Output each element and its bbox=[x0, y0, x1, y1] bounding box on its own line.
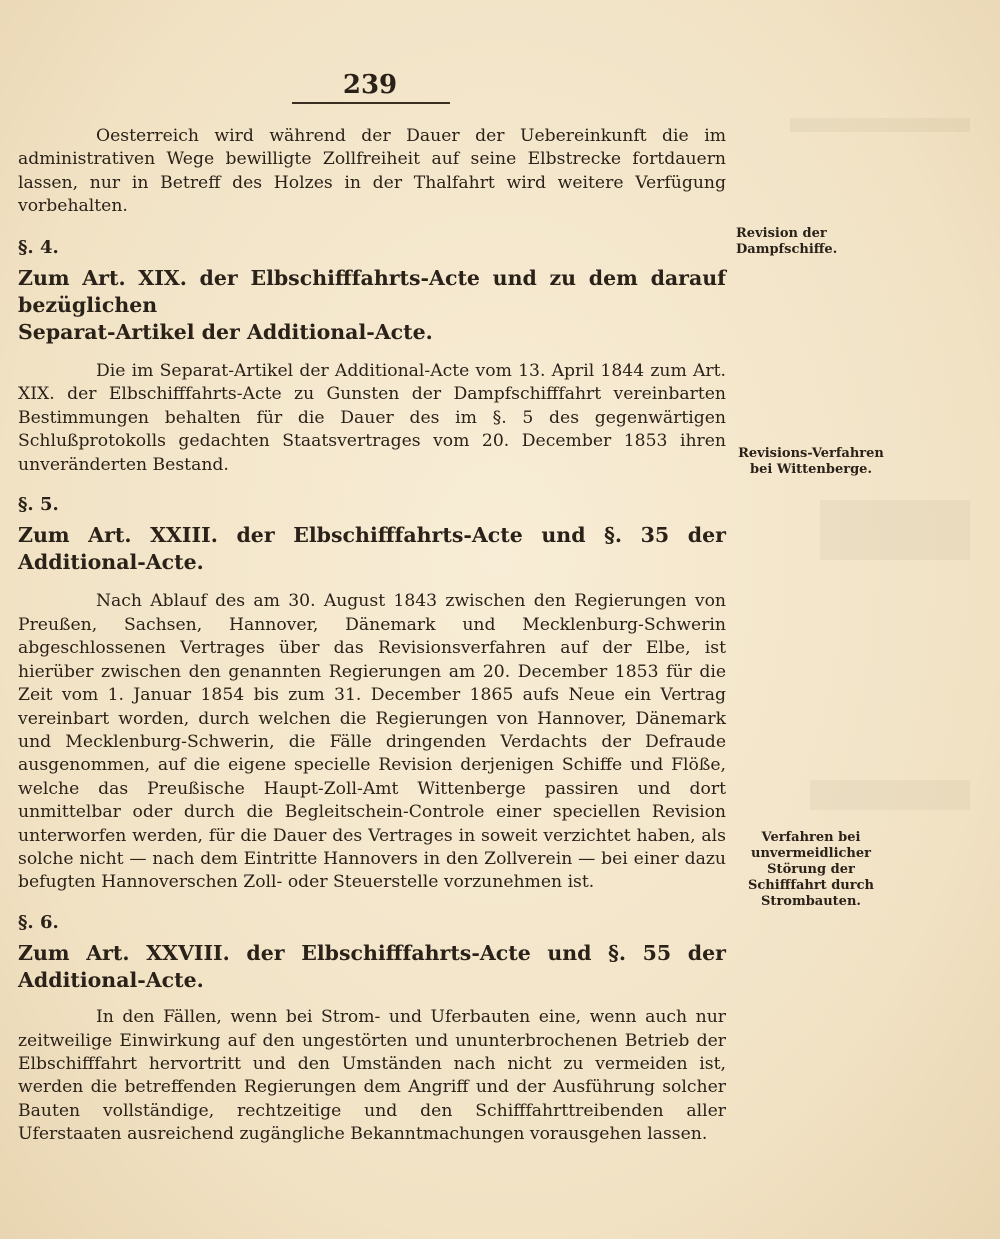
bleed-through-texture bbox=[790, 118, 970, 132]
margin-note-section-6: Verfahren bei unvermeidlicher Störung der Schifffahrt durch Strombauten. bbox=[748, 830, 874, 909]
section-6-text: In den Fällen, wenn bei Strom- und Uferbauten eine, wenn auch nur zeitweilige Einwirkung auf den ungestörten und ununterbrochenen Betrieb der Elbschifffahrt hervortritt und den Umständen nach nicht zu vermeiden ist, werden die betreffenden Regierungen dem Angriff und der Ausführung solcher Bauten vollständige, rechtzeitige und den Schifffahrttreibenden aller Uferstaaten ausreichend zugängliche Bekanntmachungen vorausgehen lassen. bbox=[18, 1007, 726, 1145]
section-4-heading-line2: Separat-Artikel der Additional-Acte. bbox=[18, 320, 433, 345]
margin-note-section-5: Revisions-Verfahren bei Wittenberge. bbox=[738, 446, 884, 477]
page-number: 239 bbox=[342, 70, 398, 100]
section-4-number: §. 4. bbox=[18, 236, 59, 258]
bleed-through-texture bbox=[810, 780, 970, 810]
section-5-text: Nach Ablauf des am 30. August 1843 zwischen den Regierungen von Preußen, Sachsen, Hannover, Dänemark und Mecklenburg-Schwerin abgeschlossenen Vertrages über das Revisionsverfahren auf der Elbe, ist hierüber zwischen den genannten Regierungen am 20. December 1853 für die Zeit vom 1. Januar 1854 bis zum 31. December 1865 aufs Neue ein Vertrag vereinbart worden, durch welchen die Regierungen von Hannover, Dänemark und Mecklenburg-Schwerin, die Fälle dringenden Verdachts der Defraude ausgenommen, auf die eigene specielle Revision derjenigen Schiffe und Flöße, welche das Preußische Haupt-Zoll-Amt Wittenberge passiren und dort unmittelbar oder durch die Begleitschein-Controle einer speciellen Revision unterworfen werden, für die Dauer des Vertrages in soweit verzichtet haben, als solche nicht — nach dem Eintritte Hannovers in den Zollverein — bei einer dazu befugten Hannoverschen Zoll- oder Steuerstelle vorzunehmen ist. bbox=[18, 591, 726, 893]
section-4-heading-line1: Zum Art. XIX. der Elbschifffahrts-Acte und zu dem darauf bezüglichen bbox=[18, 266, 726, 318]
section-5-heading: Zum Art. XXIII. der Elbschifffahrts-Acte und §. 35 der Additional-Acte. bbox=[18, 523, 726, 575]
header-rule bbox=[292, 102, 450, 104]
main-text-column bbox=[18, 125, 726, 1147]
intro-paragraph: Oesterreich wird während der Dauer der Uebereinkunft die im administrativen Wege bewilligte Zollfreiheit auf seine Elbstrecke fortdauern lassen, nur in Betreff des Holzes in der Thalfahrt wird weitere Verfügung vorbehalten. bbox=[18, 126, 726, 217]
section-6-heading: Zum Art. XXVIII. der Elbschifffahrts-Acte und §. 55 der Additional-Acte. bbox=[18, 941, 726, 993]
section-5-number: §. 5. bbox=[18, 494, 59, 516]
section-6-number: §. 6. bbox=[18, 911, 59, 933]
section-4-text: Die im Separat-Artikel der Additional-Acte vom 13. April 1844 zum Art. XIX. der Elbschifffahrts-Acte zu Gunsten der Dampfschifffahrt vereinbarten Bestimmungen behalten für die Dauer des im §. 5 des gegenwärtigen Schlußprotokolls gedachten Staatsvertrages vom 20. December 1853 ihren unveränderten Bestand. bbox=[18, 361, 726, 475]
margin-note-section-4: Revision der Dampfschiffe. bbox=[736, 226, 838, 257]
bleed-through-texture bbox=[820, 500, 970, 560]
